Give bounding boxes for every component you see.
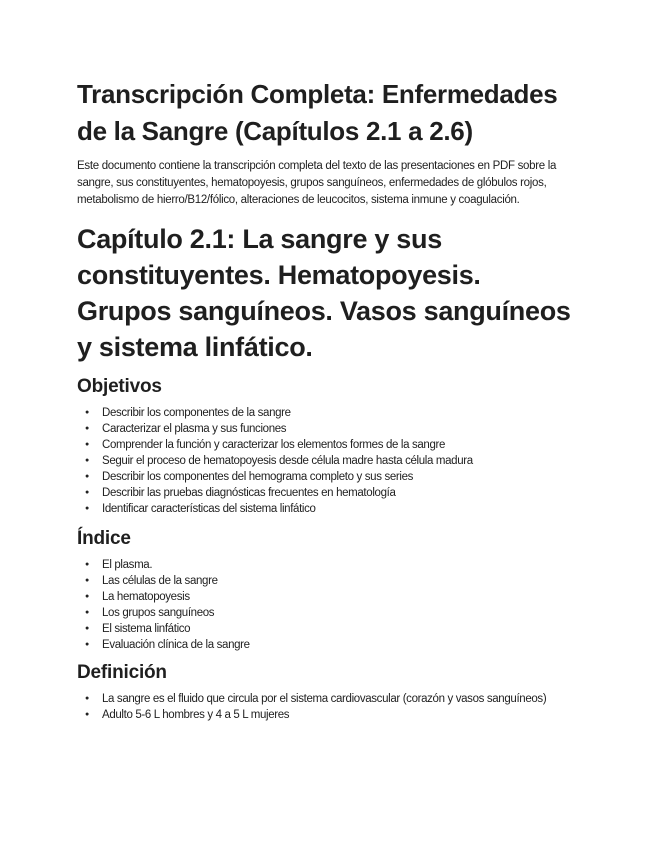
list-item: ● Identificar características del sistema linfático bbox=[102, 501, 579, 517]
list-item: ● Seguir el proceso de hematopoyesis desde célula madre hasta célula madura bbox=[102, 453, 579, 469]
section-definicion bbox=[77, 661, 579, 723]
section-heading-objetivos: Objetivos bbox=[77, 376, 162, 397]
list-item: ● Adulto 5-6 L hombres y 4 a 5 L mujeres bbox=[102, 707, 579, 723]
list-item: ● Describir los componentes del hemograma completo y sus series bbox=[102, 469, 579, 485]
list-item: ● Describir las pruebas diagnósticas frecuentes en hematología bbox=[102, 485, 579, 501]
list-item: ● Comprender la función y caracterizar los elementos formes de la sangre bbox=[102, 437, 579, 453]
list-item: ● La sangre es el fluido que circula por el sistema cardiovascular (corazón y vasos sanguíneos) bbox=[102, 691, 579, 707]
section-indice bbox=[77, 527, 579, 653]
document-title: Transcripción Completa: Enfermedades de la Sangre (Capítulos 2.1 a 2.6) bbox=[77, 79, 558, 146]
section-heading-definicion: Definición bbox=[77, 662, 167, 683]
objetivos-list bbox=[77, 405, 579, 517]
section-objetivos bbox=[77, 375, 579, 517]
list-item: ● El sistema linfático bbox=[102, 621, 579, 637]
list-item: ● La hematopoyesis bbox=[102, 589, 579, 605]
definicion-list bbox=[77, 691, 579, 723]
list-item: ● Las células de la sangre bbox=[102, 573, 579, 589]
chapter-title: Capítulo 2.1: La sangre y sus constituyentes. Hematopoyesis. Grupos sanguíneos. Vasos sanguíneos y sistema linfático. bbox=[77, 224, 571, 362]
list-item: ● Describir los componentes de la sangre bbox=[102, 405, 579, 421]
list-item: ● Caracterizar el plasma y sus funciones bbox=[102, 421, 579, 437]
section-heading-indice: Índice bbox=[77, 528, 131, 549]
list-item: ● Evaluación clínica de la sangre bbox=[102, 637, 579, 653]
list-item: ● El plasma. bbox=[102, 557, 579, 573]
list-item: ● Los grupos sanguíneos bbox=[102, 605, 579, 621]
indice-list bbox=[77, 557, 579, 653]
document-intro: Este documento contiene la transcripción completa del texto de las presentaciones en PDF sobre la sangre, sus constituyentes, hematopoyesis, grupos sanguíneos, enfermedades de glóbulos rojos, metabolismo de hierro/B12/fólico, alteraciones de leucocitos, sistema inmune y coagulación. bbox=[77, 160, 557, 206]
